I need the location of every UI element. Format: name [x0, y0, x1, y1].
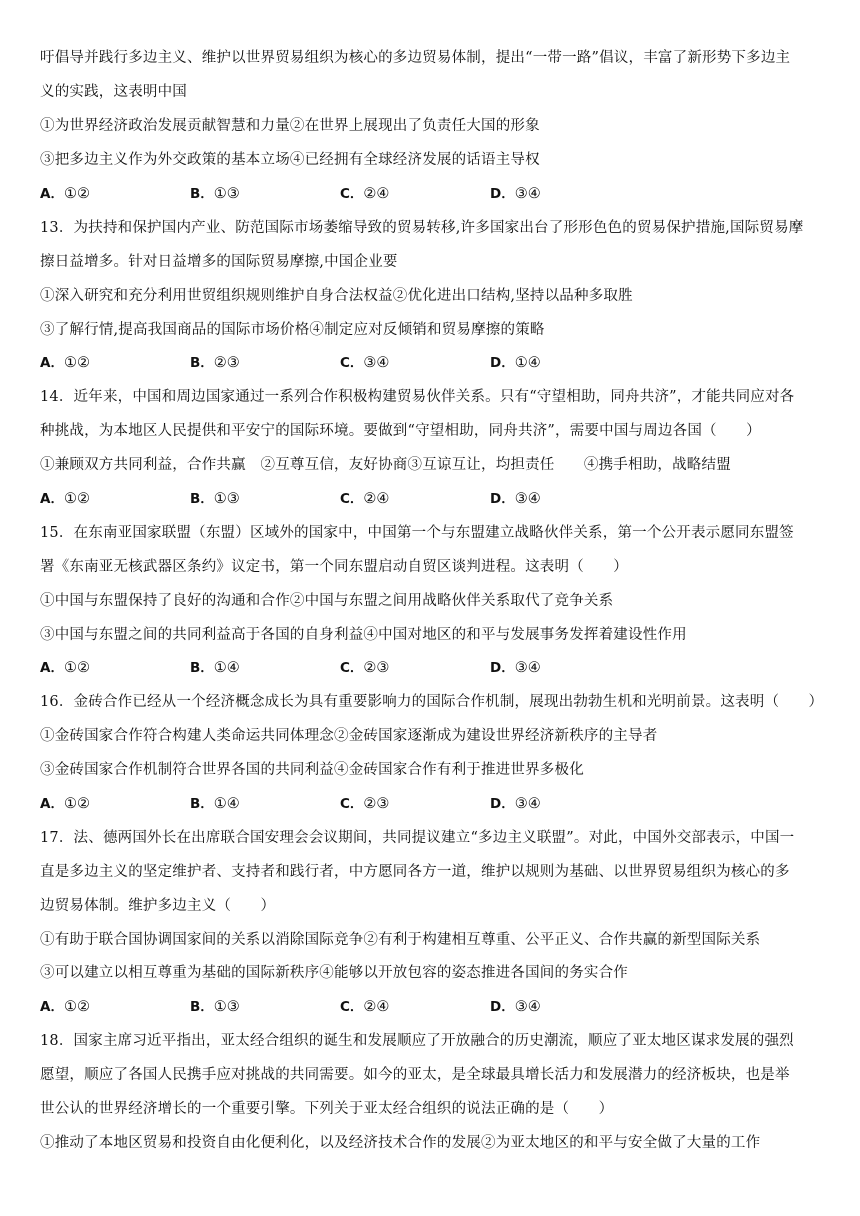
option-a: A．①②	[40, 660, 90, 676]
statement-line: ①为世界经济政治发展贡献智慧和力量②在世界上展现出了负责任大国的形象	[40, 118, 540, 134]
option-d: D．③④	[490, 999, 541, 1015]
option-a: A．①②	[40, 491, 90, 507]
option-d: D．③④	[490, 186, 541, 202]
option-c: C．②④	[340, 999, 390, 1015]
text-line: 擦日益增多。针对日益增多的国际贸易摩擦,中国企业要	[40, 254, 398, 270]
statement-line: ③金砖国家合作机制符合世界各国的共同利益④金砖国家合作有利于推进世界多极化	[40, 762, 584, 778]
text-line: 义的实践，这表明中国	[40, 84, 187, 100]
statement-line: ①兼顾双方共同利益，合作共赢 ②互尊互信，友好协商③互谅互让，均担责任 ④携手相助，战略结盟	[40, 457, 731, 473]
statement-line: ③可以建立以相互尊重为基础的国际新秩序④能够以开放包容的姿态推进各国间的务实合作	[40, 965, 628, 981]
option-a: A．①②	[40, 355, 90, 371]
option-b: B．①③	[190, 186, 240, 202]
option-b: B．①④	[190, 660, 240, 676]
question-15-stem: 15．在东南亚国家联盟（东盟）区域外的国家中，中国第一个与东盟建立战略伙伴关系，第一个公开表示愿同东盟签	[40, 525, 794, 541]
option-b: B．②③	[190, 355, 240, 371]
text-line: 边贸易体制。维护多边主义（ ）	[40, 898, 276, 914]
question-14-stem: 14．近年来，中国和周边国家通过一系列合作积极构建贸易伙伴关系。只有“守望相助，同舟共济”，才能共同应对各	[40, 389, 795, 405]
statement-line: ③把多边主义作为外交政策的基本立场④已经拥有全球经济发展的话语主导权	[40, 152, 540, 168]
option-b: B．①③	[190, 491, 240, 507]
question-18-stem: 18．国家主席习近平指出，亚太经合组织的诞生和发展顺应了开放融合的历史潮流，顺应了亚太地区谋求发展的强烈	[40, 1033, 794, 1049]
statement-line: ①有助于联合国协调国家间的关系以消除国际竞争②有利于构建相互尊重、公平正义、合作共赢的新型国际关系	[40, 932, 761, 948]
answer-options-q14	[40, 489, 830, 509]
option-d: D．①④	[490, 355, 541, 371]
option-d: D．③④	[490, 491, 541, 507]
option-d: D．③④	[490, 796, 541, 812]
text-line: 直是多边主义的坚定维护者、支持者和践行者，中方愿同各方一道，维护以规则为基础、以世界贸易组织为核心的多	[40, 864, 790, 880]
answer-options-q12	[40, 184, 830, 204]
answer-options-q13	[40, 353, 830, 373]
statement-line: ①深入研究和充分利用世贸组织规则维护自身合法权益②优化进出口结构,坚持以品种多取胜	[40, 288, 633, 304]
option-a: A．①②	[40, 796, 90, 812]
option-a: A．①②	[40, 999, 90, 1015]
option-c: C．②④	[340, 491, 390, 507]
statement-line: ③了解行情,提高我国商品的国际市场价格④制定应对反倾销和贸易摩擦的策略	[40, 322, 545, 338]
question-16-stem: 16．金砖合作已经从一个经济概念成长为具有重要影响力的国际合作机制，展现出勃勃生机和光明前景。这表明（ ）	[40, 694, 824, 710]
statement-line: ③中国与东盟之间的共同利益高于各国的自身利益④中国对地区的和平与发展事务发挥着建设性作用	[40, 627, 687, 643]
text-line: 署《东南亚无核武器区条约》议定书，第一个同东盟启动自贸区谈判进程。这表明（ ）	[40, 559, 628, 575]
option-b: B．①③	[190, 999, 240, 1015]
option-c: C．③④	[340, 355, 390, 371]
text-line: 愿望，顺应了各国人民携手应对挑战的共同需要。如今的亚太，是全球最具增长活力和发展潜力的经济板块，也是举	[40, 1067, 790, 1083]
statement-line: ①推动了本地区贸易和投资自由化便利化，以及经济技术合作的发展②为亚太地区的和平与安全做了大量的工作	[40, 1135, 761, 1151]
answer-options-q17	[40, 997, 830, 1017]
question-17-stem: 17．法、德两国外长在出席联合国安理会会议期间，共同提议建立“多边主义联盟”。对此，中国外交部表示，中国一	[40, 830, 795, 846]
question-13-stem: 13．为扶持和保护国内产业、防范国际市场萎缩导致的贸易转移,许多国家出台了形形色色的贸易保护措施,国际贸易摩	[40, 220, 804, 236]
option-d: D．③④	[490, 660, 541, 676]
option-a: A．①②	[40, 186, 90, 202]
option-c: C．②③	[340, 796, 390, 812]
option-c: C．②④	[340, 186, 390, 202]
answer-options-q16	[40, 794, 830, 814]
option-c: C．②③	[340, 660, 390, 676]
statement-line: ①金砖国家合作符合构建人类命运共同体理念②金砖国家逐渐成为建设世界经济新秩序的主导者	[40, 728, 658, 744]
text-line: 世公认的世界经济增长的一个重要引擎。下列关于亚太经合组织的说法正确的是（ ）	[40, 1101, 614, 1117]
text-line: 吁倡导并践行多边主义、维护以世界贸易组织为核心的多边贸易体制，提出“一带一路”倡议，丰富了新形势下多边主	[40, 50, 791, 66]
text-line: 种挑战，为本地区人民提供和平安宁的国际环境。要做到“守望相助，同舟共济”，需要中国与周边各国（ ）	[40, 423, 761, 439]
answer-options-q15	[40, 658, 830, 678]
option-b: B．①④	[190, 796, 240, 812]
statement-line: ①中国与东盟保持了良好的沟通和合作②中国与东盟之间用战略伙伴关系取代了竞争关系	[40, 593, 614, 609]
